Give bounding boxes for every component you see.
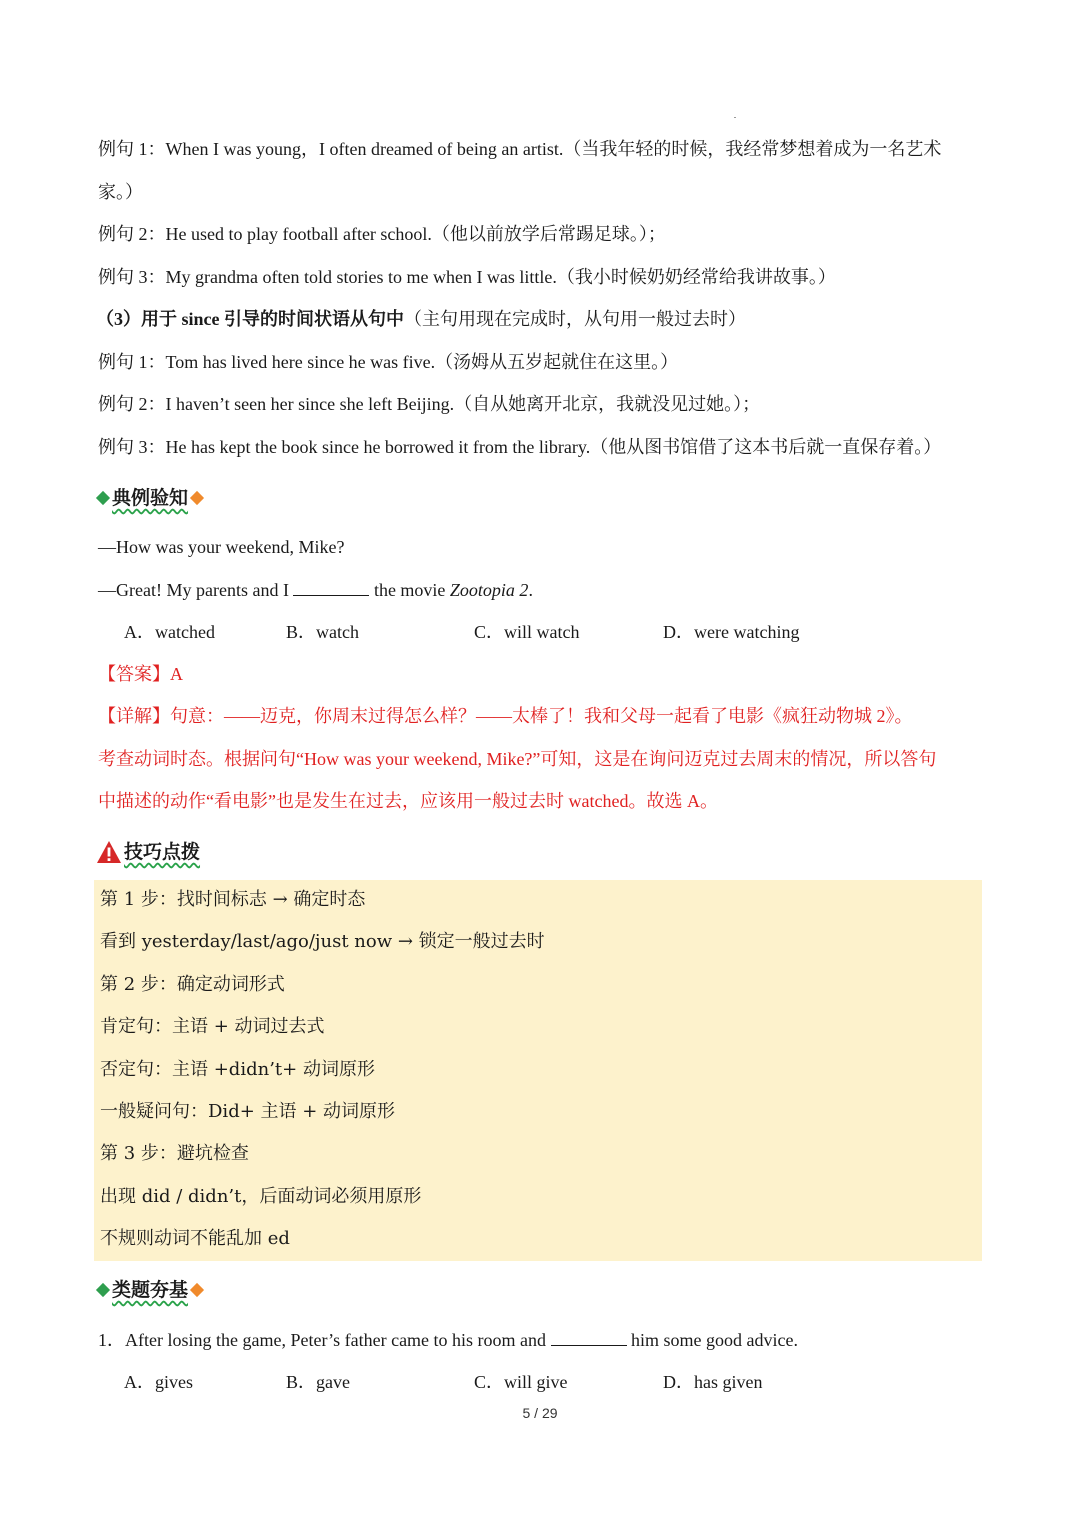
usage3-example1: 例句 1：Tom has lived here since he was five.（汤姆从五岁起就住在这里。）: [98, 352, 679, 372]
question-end: .: [528, 580, 533, 600]
tip-line-1: 第 1 步：找时间标志 → 确定时态: [100, 889, 366, 910]
example-question-line1: —How was your weekend, Mike?: [98, 537, 345, 557]
tip-line-9: 不规则动词不能乱加 ed: [100, 1228, 290, 1249]
detail-line2: 考查动词时态。根据问句“How was your weekend, Mike?”可知，这是在询问迈克过去周末的情况，所以答句: [98, 749, 937, 769]
practice-option-b: B．gave: [286, 1372, 350, 1392]
tip-line-8: 出现 did / didn’t，后面动词必须用原形: [100, 1186, 422, 1207]
usage2-example3: 例句 3：My grandma often told stories to me when I was little.（我小时候奶奶经常给我讲故事。）: [98, 267, 836, 287]
detail-line1: 【详解】句意：——迈克，你周末过得怎么样？——太棒了！我和父母一起看了电影《疯狂动物城 2》。: [98, 706, 913, 726]
practice-option-d: D．has given: [663, 1372, 763, 1392]
practice-heading: [98, 1277, 202, 1303]
tip-line-7: 第 3 步：避坑检查: [100, 1143, 249, 1164]
detail-line3: 中描述的动作“看电影”也是发生在过去，应该用一般过去时 watched。故选 A。: [98, 791, 718, 811]
usage2-example2: 例句 2：He used to play football after school.（他以前放学后常踢足球。）；: [98, 224, 666, 244]
practice-heading-text: 类题夯基: [112, 1279, 189, 1301]
usage3-example3: 例句 3：He has kept the book since he borrowed it from the library.（他从图书馆借了这本书后就一直保存着。）: [98, 437, 942, 457]
example-option-b: B．watch: [286, 622, 359, 642]
practice-option-a: A．gives: [124, 1372, 193, 1392]
usage3-title-bold: （3）用于 since 引导的时间状语从句中: [96, 309, 404, 329]
example-heading: [98, 485, 202, 511]
usage2-example1-line2: 家。）: [98, 182, 143, 202]
stray-dot: [734, 117, 736, 118]
answer-blank: [293, 577, 369, 596]
practice-q1-pre: 1．After losing the game, Peter’s father came to his room and: [98, 1330, 551, 1350]
green-diamond-icon: [96, 491, 110, 505]
practice-q1-blank: [551, 1327, 627, 1346]
green-diamond-icon: [96, 1283, 110, 1297]
example-option-a: A．watched: [124, 622, 215, 642]
practice-q1-post: him some good advice.: [626, 1330, 799, 1350]
question-mid: the movie: [369, 580, 450, 600]
tip-line-4: 肯定句：主语 + 动词过去式: [100, 1016, 325, 1037]
tip-line-6: 一般疑问句：Did+ 主语 + 动词原形: [100, 1101, 396, 1122]
tip-line-2: 看到 yesterday/last/ago/just now → 锁定一般过去时: [100, 931, 545, 952]
tip-line-3: 第 2 步：确定动词形式: [100, 974, 285, 995]
usage3-example2: 例句 2：I haven’t seen her since she left Beijing.（自从她离开北京，我就没见过她。）；: [98, 394, 761, 414]
practice-question-1: [98, 1327, 798, 1352]
usage2-example1-line1: 例句 1：When I was young，I often dreamed of being an artist.（当我年轻的时候，我经常梦想着成为一名艺术: [98, 139, 942, 159]
warning-icon: [96, 840, 122, 864]
tips-heading-text: 技巧点拨: [124, 841, 201, 863]
example-question-line2: [98, 577, 533, 602]
example-option-d: D．were watching: [663, 622, 800, 642]
tips-heading: [96, 839, 200, 865]
orange-diamond-icon: [190, 1283, 204, 1297]
page-number: 5 / 29: [522, 1405, 558, 1421]
example-option-c: C．will watch: [474, 622, 580, 642]
movie-title: Zootopia 2: [449, 580, 529, 600]
orange-diamond-icon: [190, 491, 204, 505]
usage3-title-rest: （主句用现在完成时，从句用一般过去时）: [404, 309, 746, 329]
question-pre: —Great! My parents and I: [98, 580, 294, 600]
answer-line: 【答案】A: [98, 664, 183, 684]
tips-box: [94, 880, 982, 1261]
tip-line-5: 否定句：主语 +didn’t+ 动词原形: [100, 1059, 375, 1080]
practice-option-c: C．will give: [474, 1372, 568, 1392]
usage3-title: [96, 307, 746, 331]
example-heading-text: 典例验知: [112, 487, 189, 509]
